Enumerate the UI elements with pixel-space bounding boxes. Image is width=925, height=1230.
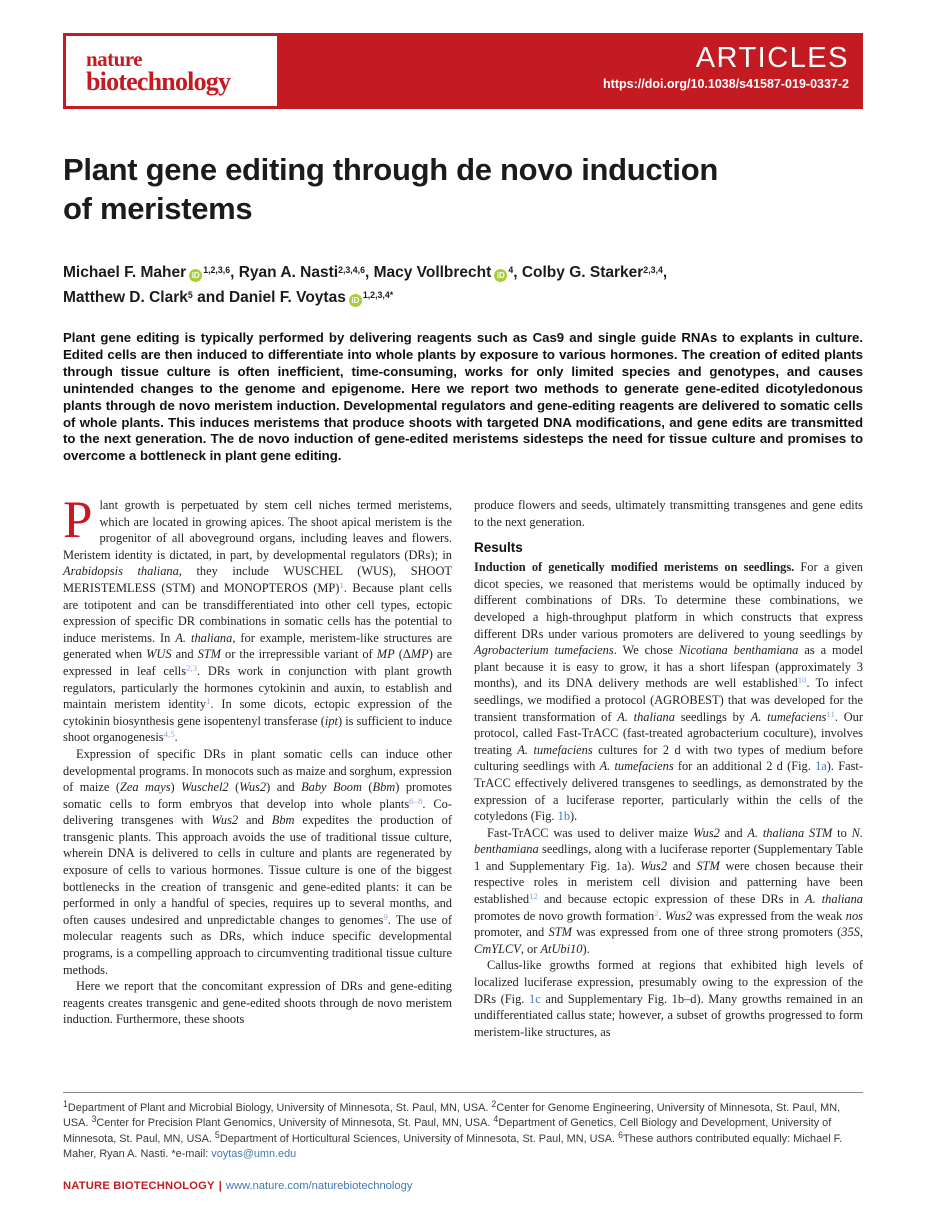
italic-text: Arabidopsis thaliana	[63, 564, 179, 579]
italic-text: STM	[696, 858, 720, 873]
italic-text: 35S	[841, 925, 860, 940]
text-run: cultures for 2 d with two types of medium before culturing seedlings with	[474, 742, 863, 774]
paragraph	[474, 559, 863, 825]
text-run: for an additional 2 d (Fig.	[673, 759, 816, 774]
figure-link[interactable]: 1b	[557, 809, 571, 824]
orcid-icon[interactable]: iD	[189, 269, 202, 282]
text-run: . To infect seedlings, we modified a protocol (AGROBEST) that was developed for the transient transformation of	[474, 676, 863, 724]
text-run: , Macy Vollbrecht	[364, 264, 492, 281]
reference-link[interactable]: 9	[383, 911, 388, 922]
title-line-1: Plant gene editing through de novo induction	[63, 152, 718, 187]
orcid-icon[interactable]: iD	[349, 294, 362, 307]
text-run: , Ryan A. Nasti	[230, 264, 339, 281]
text-run: and	[238, 813, 272, 828]
superscript: 4	[493, 1114, 499, 1125]
journal-logo-biotechnology: biotechnology	[86, 66, 231, 96]
article-type-label: ARTICLES	[695, 42, 849, 74]
italic-text: STM	[548, 925, 572, 940]
text-run: . DRs work in conjunction with plant growth regulators, particularly the hormones cytokinin and auxin, to establish and maintain meristem identity	[63, 663, 452, 712]
text-run: Fast-TrACC was used to deliver maize	[487, 825, 693, 840]
dropcap-letter: P	[63, 491, 93, 549]
reference-link[interactable]: 1	[339, 579, 344, 590]
text-run: (	[361, 780, 373, 795]
text-run: ).	[582, 941, 590, 956]
italic-text: Baby Boom	[301, 780, 362, 795]
text-run: These authors contributed equally: Michael F. Maher, Ryan A. Nasti. *e-mail:	[63, 1132, 843, 1161]
text-run: . We chose	[613, 643, 679, 658]
text-run: Center for Precision Plant Genomics, University of Minnesota, St. Paul, MN, USA.	[96, 1117, 494, 1130]
text-run: and	[171, 647, 198, 662]
journal-logo	[66, 36, 277, 106]
author-line-2	[63, 285, 863, 310]
figure-link[interactable]: 1a	[815, 759, 827, 774]
superscript: 5	[187, 290, 193, 300]
footnote-divider	[63, 1092, 863, 1093]
italic-text: Wus2	[640, 858, 668, 873]
italic-text: Wus2	[211, 813, 239, 828]
text-run: ). Fast-TrACC effectively delivered transgenes to seedlings, as demonstrated by the expression of a luciferase reporter, particularly within the cells of the cotyledons (Fig.	[474, 759, 863, 824]
italic-text: A. tumefaciens	[599, 759, 674, 774]
footer-separator: |	[218, 1180, 222, 1192]
text-run: lant growth is perpetuated by stem cell niches termed meristems, which are located in growing apices. The shoot apical meristem is the progenitor of all aboveground organs, including leaves and flowers. Meristem identity is dictated, in part, by developmental regulators (DRs); in	[63, 498, 452, 562]
text-run: was expressed from one of three strong promoters (	[571, 925, 842, 940]
italic-text: Wuschel2	[181, 780, 229, 795]
italic-text: A. thaliana	[617, 709, 675, 724]
text-run: ,	[662, 264, 668, 281]
italic-text: STM	[197, 647, 221, 662]
superscript: 3	[91, 1114, 97, 1125]
reference-link[interactable]: 2,3	[186, 662, 198, 673]
author-list	[63, 260, 863, 310]
text-run: , for example, meristem-like structures are generated when	[63, 630, 453, 662]
paragraph	[474, 825, 863, 958]
text-run: Center for Genome Engineering, University of Minnesota, St. Paul, MN, USA.	[63, 1102, 841, 1130]
text-run: Matthew D. Clark	[63, 289, 188, 306]
reference-link[interactable]: 10	[797, 675, 807, 686]
text-run: Department of Plant and Microbial Biology, University of Minnesota, St. Paul, MN, USA.	[67, 1102, 492, 1114]
text-run: or the irrepressible variant of	[221, 647, 377, 662]
paragraph	[474, 497, 863, 530]
italic-text: ipt	[324, 713, 338, 728]
orcid-icon[interactable]: iD	[494, 269, 507, 282]
page-footer	[63, 1180, 412, 1192]
superscript: 4	[508, 265, 514, 275]
italic-text: MP	[410, 647, 429, 662]
text-run: ) are expressed in leaf cells	[63, 647, 452, 678]
text-run: . Our protocol, called Fast-TrACC (fast-treated agrobacterium coculture), involves treating	[474, 709, 863, 757]
text-run: ) is sufficient to induce shoot organogenesis	[63, 713, 452, 745]
superscript: 1,2,3,6	[203, 265, 231, 275]
superscript: 2,3,4,6	[338, 265, 365, 275]
text-run: promotes de novo growth formation	[474, 908, 655, 923]
body-column-left	[63, 491, 453, 1028]
author-line-1	[63, 260, 863, 285]
text-run: and Daniel F. Voytas	[192, 289, 346, 306]
body-column-right	[474, 497, 863, 1040]
text-run: Callus-like growths formed at regions that exhibited high levels of localized luciferase expression, presumably owing to the expression of the DRs (Fig.	[474, 958, 863, 1006]
text-run: ) and	[266, 780, 302, 795]
text-run: , or	[520, 941, 541, 956]
text-run: ).	[570, 809, 578, 824]
text-run: . The use of molecular reagents such as DRs, which induce specific developmental programs, is a compelling approach to circumventing traditional tissue culture methods.	[63, 912, 452, 977]
text-run: .	[174, 730, 178, 745]
text-run: as a model plant because it is easy to grow, it has a short lifespan (approximately 3 months), and its DNA delivery methods are well established	[474, 643, 864, 691]
text-run: produce flowers and seeds, ultimately transmitting transgenes and gene edits to the next generation.	[474, 498, 863, 529]
text-run: . In some dicots, ectopic expression of the cytokinin biosynthesis gene isopentenyl transferase (	[63, 697, 452, 728]
text-run: seedlings by	[674, 709, 751, 724]
text-run: were chosen because their respective roles in meristem cell division and patterning have been established	[474, 858, 864, 907]
italic-text: AtUbi10	[540, 941, 583, 956]
superscript: 1	[63, 1099, 68, 1109]
hyperlink[interactable]: voytas@umn.edu	[211, 1148, 297, 1161]
text-run: Department of Horticultural Sciences, University of Minnesota, St. Paul, MN, USA.	[219, 1132, 619, 1145]
italic-text: Wus2	[665, 908, 692, 923]
text-run: Here we report that the concomitant expression of DRs and gene-editing reagents creates transgenic and gene-edited shoots through de novo meristem induction. Furthermore, these shoots	[63, 979, 452, 1027]
text-run: ) promotes somatic cells to form embryos that develop into whole plants	[63, 780, 452, 811]
text-run: For a given dicot species, we reasoned that meristems would be optimally induced by different combinations of DRs. To determine these combinations, we developed a high-throughput platform in which constructs that express different DRs under various promoters are delivered to young seedlings by	[474, 560, 863, 641]
text-run: was expressed from the weak	[691, 908, 846, 923]
reference-link[interactable]: 12	[529, 891, 538, 902]
text-run: (Δ	[394, 647, 411, 662]
italic-text: MP	[376, 647, 395, 662]
doi-link[interactable]: https://doi.org/10.1038/s41587-019-0337-2	[603, 77, 849, 91]
reference-link[interactable]: 11	[826, 708, 835, 719]
title-line-2: of meristems	[63, 191, 253, 226]
article-title	[63, 150, 863, 228]
footer-journal-name: NATURE BIOTECHNOLOGY	[63, 1180, 215, 1192]
text-run: Michael F. Maher	[63, 264, 187, 281]
paragraph	[63, 746, 452, 978]
italic-text: Zea mays	[119, 780, 171, 795]
superscript: 2	[491, 1099, 497, 1109]
text-run: , they include WUSCHEL (WUS), SHOOT MERISTEMLESS (STM) and MONOPTEROS (MP)	[63, 564, 452, 595]
journal-banner	[63, 33, 863, 109]
section-heading-results: Results	[474, 540, 523, 556]
superscript: 2,3,4	[643, 265, 663, 275]
journal-logo-nature: nature	[86, 46, 143, 71]
text-run: Department of Genetics, Cell Biology and Development, University of Minnesota, St. Paul, MN, USA.	[63, 1117, 832, 1145]
text-run: (	[228, 780, 240, 795]
italic-text: WUS	[146, 647, 172, 662]
text-run: . Co-delivering transgenes with	[63, 796, 452, 828]
paragraph-intro	[63, 491, 453, 746]
text-run: promoter, and	[474, 925, 549, 940]
paragraph	[474, 957, 863, 1040]
paragraph-intro-text	[63, 491, 453, 745]
text-run: and	[667, 858, 697, 873]
italic-text: Nicotiana benthamiana	[678, 643, 799, 658]
text-run: seedlings, along with a luciferase reporter (Supplementary Table 1 and Supplementary Fig. 1a).	[474, 842, 863, 873]
italic-text: N. benthamiana	[474, 825, 863, 857]
italic-text: Bbm	[271, 813, 295, 828]
superscript: 6	[618, 1129, 623, 1140]
text-run: and	[719, 825, 748, 840]
reference-link[interactable]: 2	[654, 907, 659, 918]
footer-url-link[interactable]: www.nature.com/naturebiotechnology	[225, 1180, 413, 1192]
italic-text: nos	[845, 908, 863, 923]
bold-lead-in: Induction of genetically modified meristems on seedlings.	[474, 560, 795, 575]
italic-text: Wus2	[692, 825, 720, 840]
text-run: Expression of specific DRs in plant somatic cells can induce other developmental programs. In monocots such as maize and sorghum, expression of maize (	[63, 746, 452, 795]
abstract: Plant gene editing is typically performed by delivering reagents such as Cas9 and single guide RNAs to explants in culture. Edited cells are then induced to differentiate into whole plants by exposure to various hormones. The creation of edited plants through tissue culture is often inefficient, time-consuming, works for only limited species and genotypes, and causes unintended changes to the genome and epigenome. Here we report two methods to generate gene-edited dicotyledonous plants through de novo meristem induction. Developmental regulators and gene-editing reagents are delivered to somatic cells of whole plants. This induces meristems that produce shoots with targeted DNA modifications, and gene edits are transmitted to the next generation. The de novo induction of gene-edited meristems sidesteps the need for tissue culture and promises to overcome a bottleneck in plant gene editing.	[63, 330, 863, 464]
text-run: expedites the production of transgenic plants. This approach avoids the use of traditional tissue culture, wherein DNA is delivered to cells in culture and plants are regenerated by exposure of cells to various hormones. Tissue culture is one of the biggest bottlenecks in the creation of transgenic and gene-edited plants: it can be performed in only a handful of species, requires up to several months, and often causes undesired and unpredictable changes to genomes	[63, 813, 452, 927]
text-run: . Because plant cells are totipotent and can be transdifferentiated into other cell types, ectopic expression of specific DR combinations in somatic cells has the potential to induce meristems. In	[63, 580, 452, 645]
reference-link[interactable]: 6–8	[409, 795, 423, 806]
reference-link[interactable]: 1	[206, 696, 211, 707]
paragraph	[63, 978, 452, 1028]
italic-text: A. thaliana	[805, 892, 864, 907]
text-run: ,	[859, 925, 863, 940]
italic-text: Wus2	[239, 780, 267, 795]
italic-text: A. thaliana	[175, 630, 233, 645]
italic-text: A. tumefaciens	[517, 742, 593, 757]
superscript: 5	[214, 1129, 220, 1140]
text-run: and Supplementary Fig. 1b–d). Many growths remained in an undifferentiated callus state; however, a subset of growths progressed to form meristem-like structures, as	[474, 991, 863, 1039]
text-run: , Colby G. Starker	[513, 264, 644, 281]
italic-text: Bbm	[372, 780, 396, 795]
figure-link[interactable]: 1c	[529, 991, 541, 1006]
text-run: )	[170, 780, 182, 795]
superscript: 1,2,3,4*	[362, 290, 394, 300]
banner-right	[603, 42, 849, 91]
text-run: .	[658, 908, 666, 923]
italic-text: A. thaliana STM	[747, 825, 833, 840]
italic-text: A. tumefaciens	[750, 709, 827, 724]
text-run: and because ectopic expression of these DRs in	[537, 892, 806, 907]
reference-link[interactable]: 4,5	[163, 729, 175, 740]
italic-text: Agrobacterium tumefaciens	[474, 643, 614, 658]
italic-text: CmYLCV	[474, 941, 521, 956]
text-run: to	[832, 825, 852, 840]
affiliations	[63, 1101, 863, 1163]
